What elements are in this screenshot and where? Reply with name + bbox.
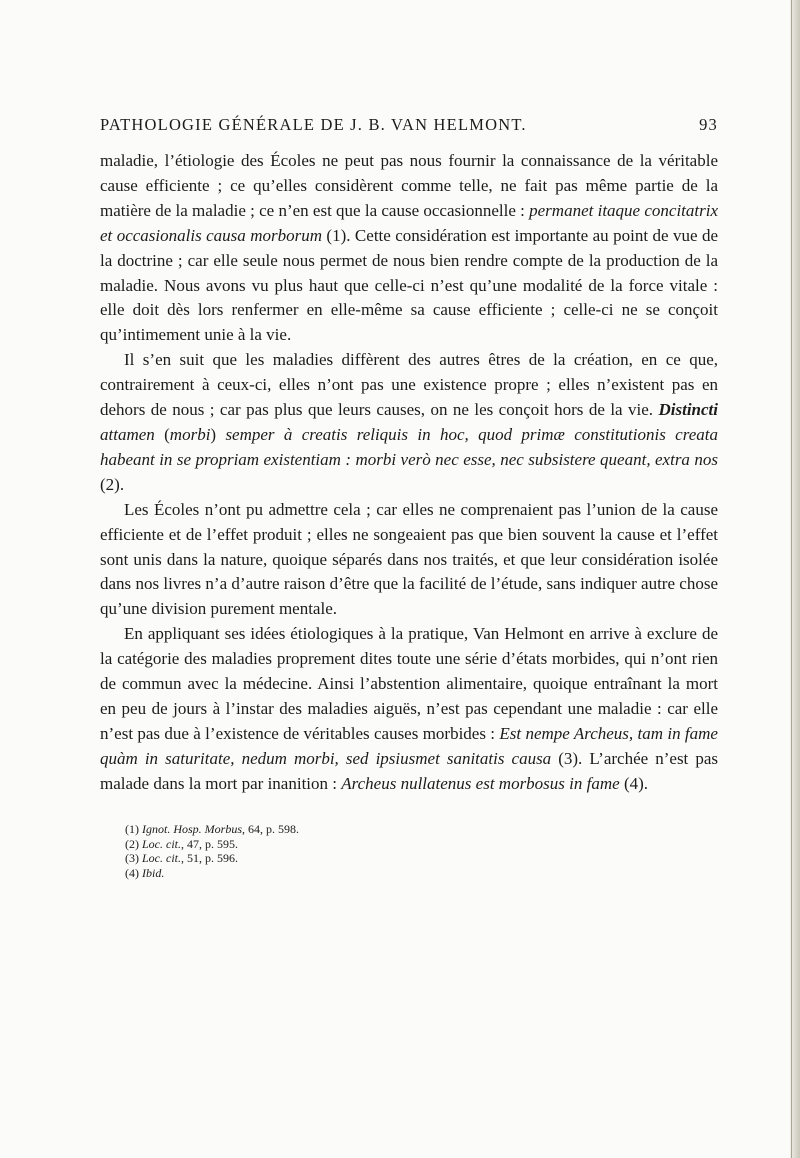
footnote-3-source: Loc. cit. (142, 851, 181, 866)
paragraph-3: Les Écoles n’ont pu admettre cela ; car elles ne comprenaient pas l’union de la cause efficiente et de l’effet produit ; elles ne songeaient pas que bien souvent la cause et l’effet sont unis dans la nature, quoique séparés dans nos traités, et que leur considération isolée dans nos livres n’a d’autre raison d’être que la facilité de l’étude, sans indiquer autre chose qu’une division purement mentale. (100, 499, 718, 619)
running-head-title: PATHOLOGIE GÉNÉRALE DE J. B. VAN HELMONT. (100, 115, 527, 134)
paragraph-2-paren-close: ) (210, 424, 226, 444)
page-number: 93 (699, 115, 718, 134)
paragraph-4-text-a: En appliquant ses idées étiologiques à la pratique, Van Helmont en arrive à exclure de la catégorie des maladies proprement dites toute une série d’états morbides, qui n’ont rien de commun avec la médecine. Ainsi l’abstention alimentaire, quoique entraînant la mort en peu de jours à l’instar des maladies aiguës, n’est pas cependant une maladie : car elle n’est pas due à l’existence de véritables causes morbides : (100, 624, 718, 743)
paragraph-1-latin-quote: permanet itaque concitatrix et occasionalis causa morborum (100, 200, 718, 245)
paragraph-4-note-ref: (4). (619, 773, 649, 793)
footnote-3: (3) Loc. cit., 51, p. 596. (125, 851, 238, 866)
page-edge (790, 0, 800, 1158)
paragraph-2-latin-a: attamen (100, 424, 165, 444)
paragraph-2-text-a: Il s’en suit que les maladies diffèrent des autres êtres de la création, en ce que, contrairement à ceux-ci, elles n’ont pas une existence propre ; elles n’existent pas en dehors de nous ; car pas plus que leurs causes, on ne les conçoit hors de la vie. (100, 350, 718, 420)
paragraph-4-text-b: (3). L’archée n’est pas malade dans la mort par inanition : (100, 748, 718, 793)
footnote-2-source: Loc. cit. (142, 836, 181, 851)
paragraph-4 (100, 622, 718, 796)
paragraph-1 (100, 149, 718, 348)
footnote-1: (1) Ignot. Hosp. Morbus, 64, p. 598. (125, 822, 300, 836)
paragraph-2-latin-bold: Distincti (658, 400, 718, 420)
paragraph-2-latin-c: semper à creatis reliquis in hoc, quod primæ constitutionis creata habeant in se propriam existentiam : morbi verò nec esse, nec subsistere queant, extra nos (100, 424, 718, 469)
paragraph-1-text-b: (1). Cette considération est importante au point de vue de la doctrine ; car elle seule nous permet de nous bien rendre compte de la production de la maladie. Nous avons vu plus haut que celle-ci n’est qu’une modalité de la force vitale : elle doit dès lors renfermer en elle-même sa cause efficiente ; celle-ci ne se conçoit qu’intimement unie à la vie. (100, 225, 718, 345)
paragraph-2 (100, 348, 718, 497)
paragraph-1-text-a: maladie, l’étiologie des Écoles ne peut pas nous fournir la connaissance de la véritable cause efficiente ; ce qu’elles considèrent comme telle, ne fait pas même partie de la matière de la maladie ; ce n’en est que la cause occasionnelle : (100, 151, 718, 220)
footnote-2: (2) Loc. cit., 47, p. 595. (125, 836, 238, 851)
footnote-4: (4) Ibid. (125, 866, 165, 881)
footnotes (125, 822, 525, 881)
paragraph-2-latin-b: morbi (169, 424, 211, 444)
paragraph-2-note-ref: (2). (100, 474, 125, 494)
running-head (100, 115, 718, 137)
paragraph-4-latin-a: Est nempe Archeus, tam in fame quàm in saturitate, nedum morbi, sed ipsiusmet sanitatis causa (100, 723, 718, 768)
paragraph-2-paren-open: ( (164, 424, 170, 444)
footnote-1-source: Ignot. Hosp. Morbus (142, 822, 243, 836)
body-text (100, 149, 718, 797)
paragraph-4-latin-b: Archeus nullatenus est morbosus in fame (341, 773, 620, 793)
footnote-4-source: Ibid. (142, 866, 165, 881)
